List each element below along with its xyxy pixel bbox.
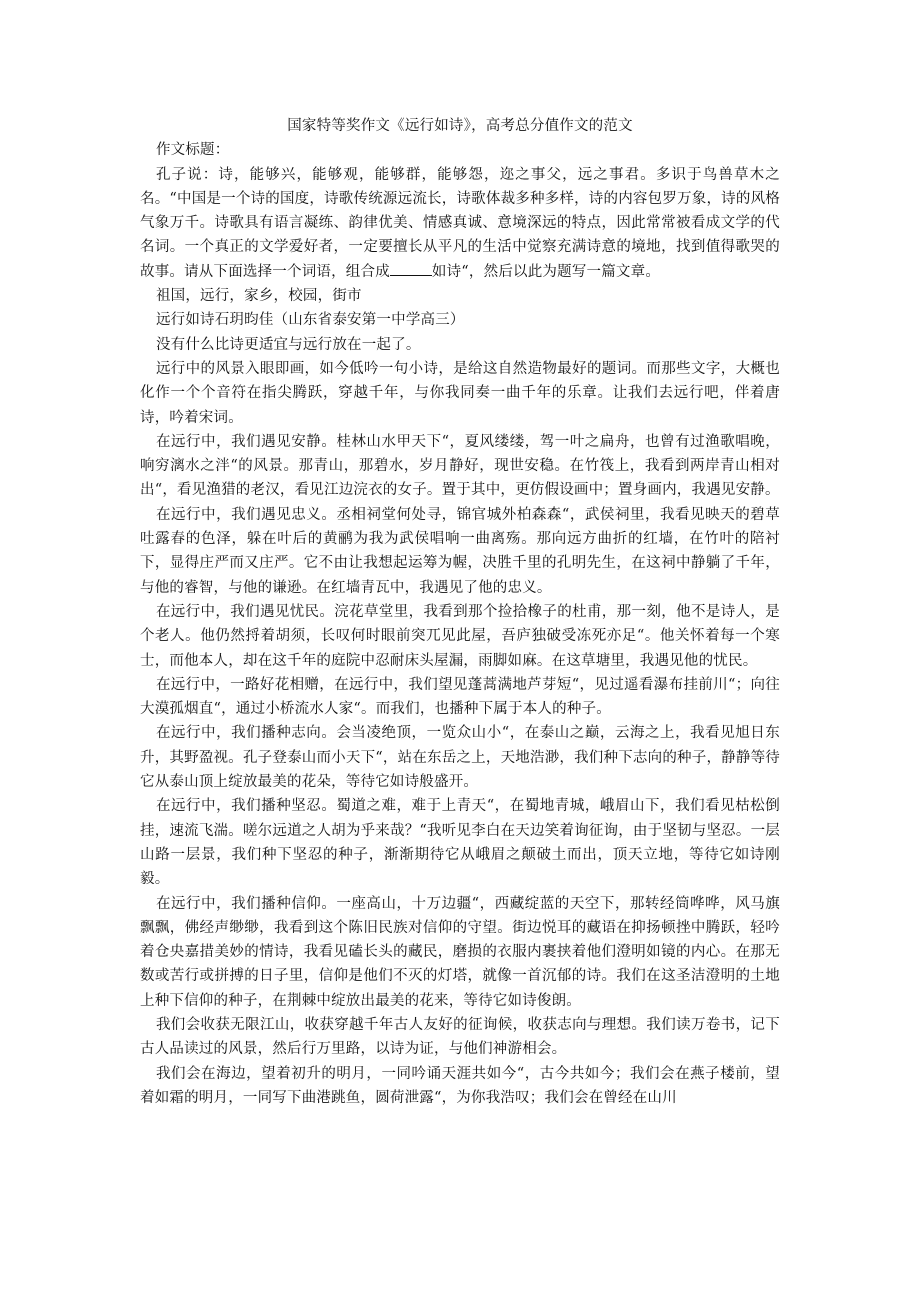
fill-in-blank xyxy=(390,261,432,276)
essay-paragraph: 在远行中，我们播种坚忍。蜀道之难，难于上青天“，在蜀地青城，峨眉山下，我们看见枯松倒挂，速流飞湍。嗟尔远道之人胡为乎来哉？“我听见李白在天边笑着询征询，由于坚韧与坚忍。一层山路一层景，我们种下坚忍的种子，渐渐期待它从峨眉之颠破土而出，顶天立地，等待它如诗刚毅。 xyxy=(140,798,780,888)
document-page xyxy=(140,114,780,1110)
essay-byline: 远行如诗石玥昀佳（山东省泰安第一中学高三） xyxy=(155,312,465,329)
prompt-paragraph xyxy=(140,163,780,284)
essay-paragraph: 在远行中，我们遇见安静。桂林山水甲天下“，夏风缕缕，驾一叶之扁舟，也曾有过渔歌唱晚，响穷漓水之泮“的风景。那青山，那碧水，岁月静好，现世安稳。在竹筏上，我看到两岸青山相对出“，看见渔猎的老汉，看见江边浣衣的女子。置于其中，更仿假设画中；置身画内，我遇见安静。 xyxy=(140,433,780,499)
essay-paragraph: 在远行中，我们播种志向。会当凌绝顶，一览众山小“，在泰山之巅，云海之上，我看见旭日东升，其野盈视。孔子登泰山而小天下“，站在东岳之上，天地浩渺，我们种下志向的种子，静静等待它从泰山顶上绽放最美的花朵，等待它如诗般盛开。 xyxy=(140,725,780,791)
word-options: 祖国，远行，家乡，校园，街市 xyxy=(155,288,362,305)
essay-paragraph: 在远行中，我们遇见忧民。浣花草堂里，我看到那个捡拾橡子的杜甫，那一刻，他不是诗人，是个老人。他仍然捋着胡须，长叹何时眼前突兀见此屋，吾庐独破受冻死亦足“。他关怀着每一个寒士，而他本人，却在这千年的庭院中忍耐床头屋漏，雨脚如麻。在这草塘里，我遇见他的忧民。 xyxy=(140,603,780,669)
essay-paragraph: 远行中的风景入眼即画，如今低吟一句小诗，是给这自然造物最好的题词。而那些文字，大概也化作一个个音符在指尖腾跃，穿越千年，与你我同奏一曲千年的乐章。让我们去远行吧，伴着唐诗，吟着宋词。 xyxy=(140,360,780,426)
prompt-text-2: 如诗“，然后以此为题写一篇文章。 xyxy=(431,263,661,280)
essay-paragraph: 我们会在海边，望着初升的明月，一同吟诵天涯共如今“，古今共如今；我们会在燕子楼前，望着如霜的明月，一同写下曲港跳鱼，圆荷泄露“，为你我浩叹；我们会在曾经在山川 xyxy=(140,1065,780,1106)
prompt-text-1: 孔子说：诗，能够兴，能够观，能够群，能够怨，迩之事父，远之事君。多识于鸟兽草木之名。“中国是一个诗的国度，诗歌传统源远流长，诗歌体裁多种多样，诗的内容包罗万象，诗的风格气象万千。诗歌具有语言凝练、韵律优美、情感真诚、意境深远的特点，因此常常被看成文学的代名词。一个真正的文学爱好者，一定要擅长从平凡的生活中觉察充满诗意的境地，找到值得歌哭的故事。请从下面选择一个词语，组合成 xyxy=(140,166,780,280)
document-title: 国家特等奖作文《远行如诗》，高考总分值作文的范文 xyxy=(287,118,633,134)
essay-paragraph: 在远行中，我们遇见忠义。丞相祠堂何处寻，锦官城外柏森森“，武侯祠里，我看见映天的碧草吐露春的色泽，躲在叶后的黄鹂为我为武侯唱响一曲离殇。那向远方曲折的红墙，在竹叶的陪衬下，显得庄严而又庄严。它不由让我想起运筹为幄，决胜千里的孔明先生，在这祠中静躺了千年，与他的睿智，与他的谦逊。在红墙青瓦中，我遇见了他的忠义。 xyxy=(140,506,780,596)
essay-paragraph: 没有什么比诗更适宜与远行放在一起了。 xyxy=(155,336,421,353)
essay-paragraph: 在远行中，我们播种信仰。一座高山，十万边疆“，西藏绽蓝的天空下，那转经筒哗哗，风马旗飘飘，佛经声缈缈，我看到这个陈旧民族对信仰的守望。街边悦耳的藏语在抑扬顿挫中腾跃，轻吟着仓央嘉措美妙的情诗，我看见磕长头的藏民，磨损的衣服内裹挟着他们澄明如镜的内心。在那无数或苦行或拼搏的日子里，信仰是他们不灭的灯塔，就像一首沉郁的诗。我们在这圣洁澄明的土地上种下信仰的种子，在荆棘中绽放出最美的花来，等待它如诗俊朗。 xyxy=(140,895,780,1009)
essay-paragraph: 我们会收获无限江山，收获穿越千年古人友好的征询候，收获志向与理想。我们读万卷书，记下古人品读过的风景，然后行万里路，以诗为证，与他们神游相会。 xyxy=(140,1016,780,1058)
heading-label: 作文标题： xyxy=(155,142,230,159)
essay-paragraph: 在远行中，一路好花相赠，在远行中，我们望见蓬蒿满地芦芽短“，见过遥看瀑布挂前川“；向往大漠孤烟直“，通过小桥流水人家“。而我们，也播种下属于本人的种子。 xyxy=(140,676,780,718)
